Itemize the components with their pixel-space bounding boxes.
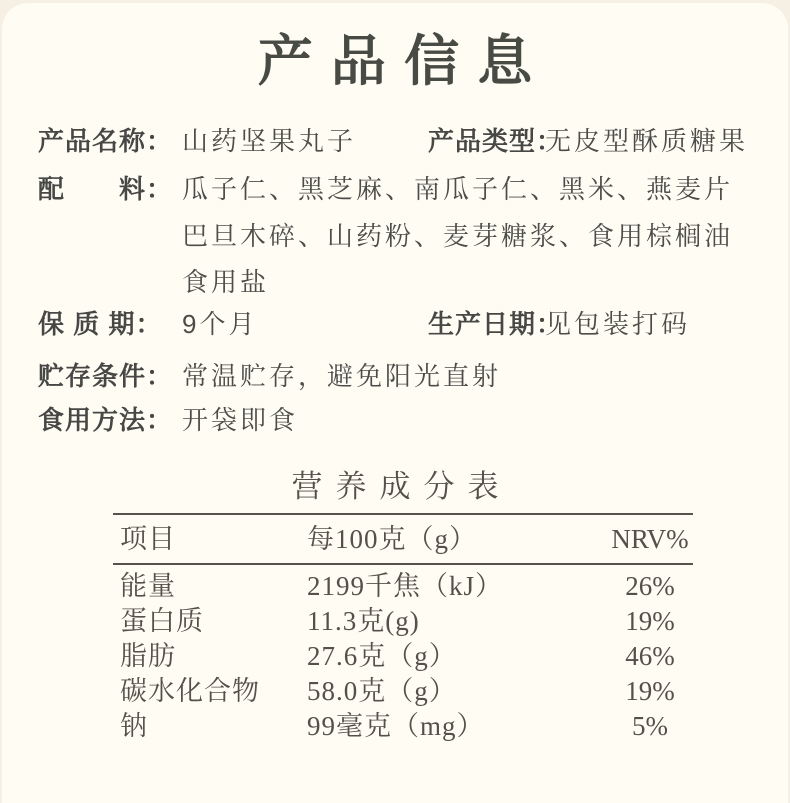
row-nrv: 26%	[625, 571, 675, 601]
header-item: 项目	[120, 524, 176, 554]
row-label: 蛋白质	[120, 606, 204, 636]
product-name-value: 山药坚果丸子	[182, 126, 357, 156]
usage-label: 食用方法：	[38, 405, 174, 435]
row-label: 碳水化合物	[120, 676, 260, 706]
shelf-life-value: 9个月	[182, 309, 258, 339]
ingredients-line-3: 食用盐	[182, 267, 270, 297]
storage-value: 常温贮存，避免阳光直射	[182, 361, 502, 391]
ingredients-label: 配 料：	[38, 174, 174, 204]
table-row-carbohydrate	[113, 674, 693, 709]
row-nrv: 19%	[625, 606, 675, 636]
product-type-label: 产品类型：	[428, 126, 564, 156]
production-date-value: 见包装打码	[545, 309, 691, 339]
row-amount: 27.6克（g）	[307, 641, 457, 671]
header-nrv: NRV%	[611, 524, 689, 554]
table-row-protein	[113, 604, 693, 639]
row-nrv: 5%	[632, 711, 668, 741]
table-row-fat	[113, 639, 693, 674]
nutrition-table	[113, 513, 693, 744]
header-per-100g: 每100克（g）	[307, 524, 477, 554]
nutrition-title: 营养成分表	[291, 469, 512, 504]
row-nrv: 46%	[625, 641, 675, 671]
row-amount: 99毫克（mg）	[307, 711, 485, 741]
product-type-value: 无皮型酥质糖果	[545, 126, 749, 156]
row-amount: 11.3克(g)	[307, 606, 420, 636]
row-label: 能量	[120, 571, 176, 601]
table-header-row	[113, 513, 693, 565]
row-label: 脂肪	[120, 641, 176, 671]
row-label: 钠	[120, 711, 148, 741]
storage-label: 贮存条件：	[38, 361, 174, 391]
production-date-label: 生产日期：	[428, 309, 564, 339]
table-row-sodium	[113, 709, 693, 744]
ingredients-line-1: 瓜子仁、黑芝麻、南瓜子仁、黑米、燕麦片	[182, 174, 734, 204]
row-nrv: 19%	[625, 676, 675, 706]
usage-value: 开袋即食	[182, 405, 299, 435]
row-amount: 2199千焦（kJ）	[307, 571, 504, 601]
ingredients-line-2: 巴旦木碎、山药粉、麦芽糖浆、食用棕榈油	[182, 221, 734, 251]
shelf-life-label: 保 质 期：	[38, 309, 163, 339]
product-name-label: 产品名称：	[38, 126, 174, 156]
table-row-energy	[113, 569, 693, 604]
page-title: 产品信息	[257, 30, 551, 92]
row-amount: 58.0克（g）	[307, 676, 457, 706]
